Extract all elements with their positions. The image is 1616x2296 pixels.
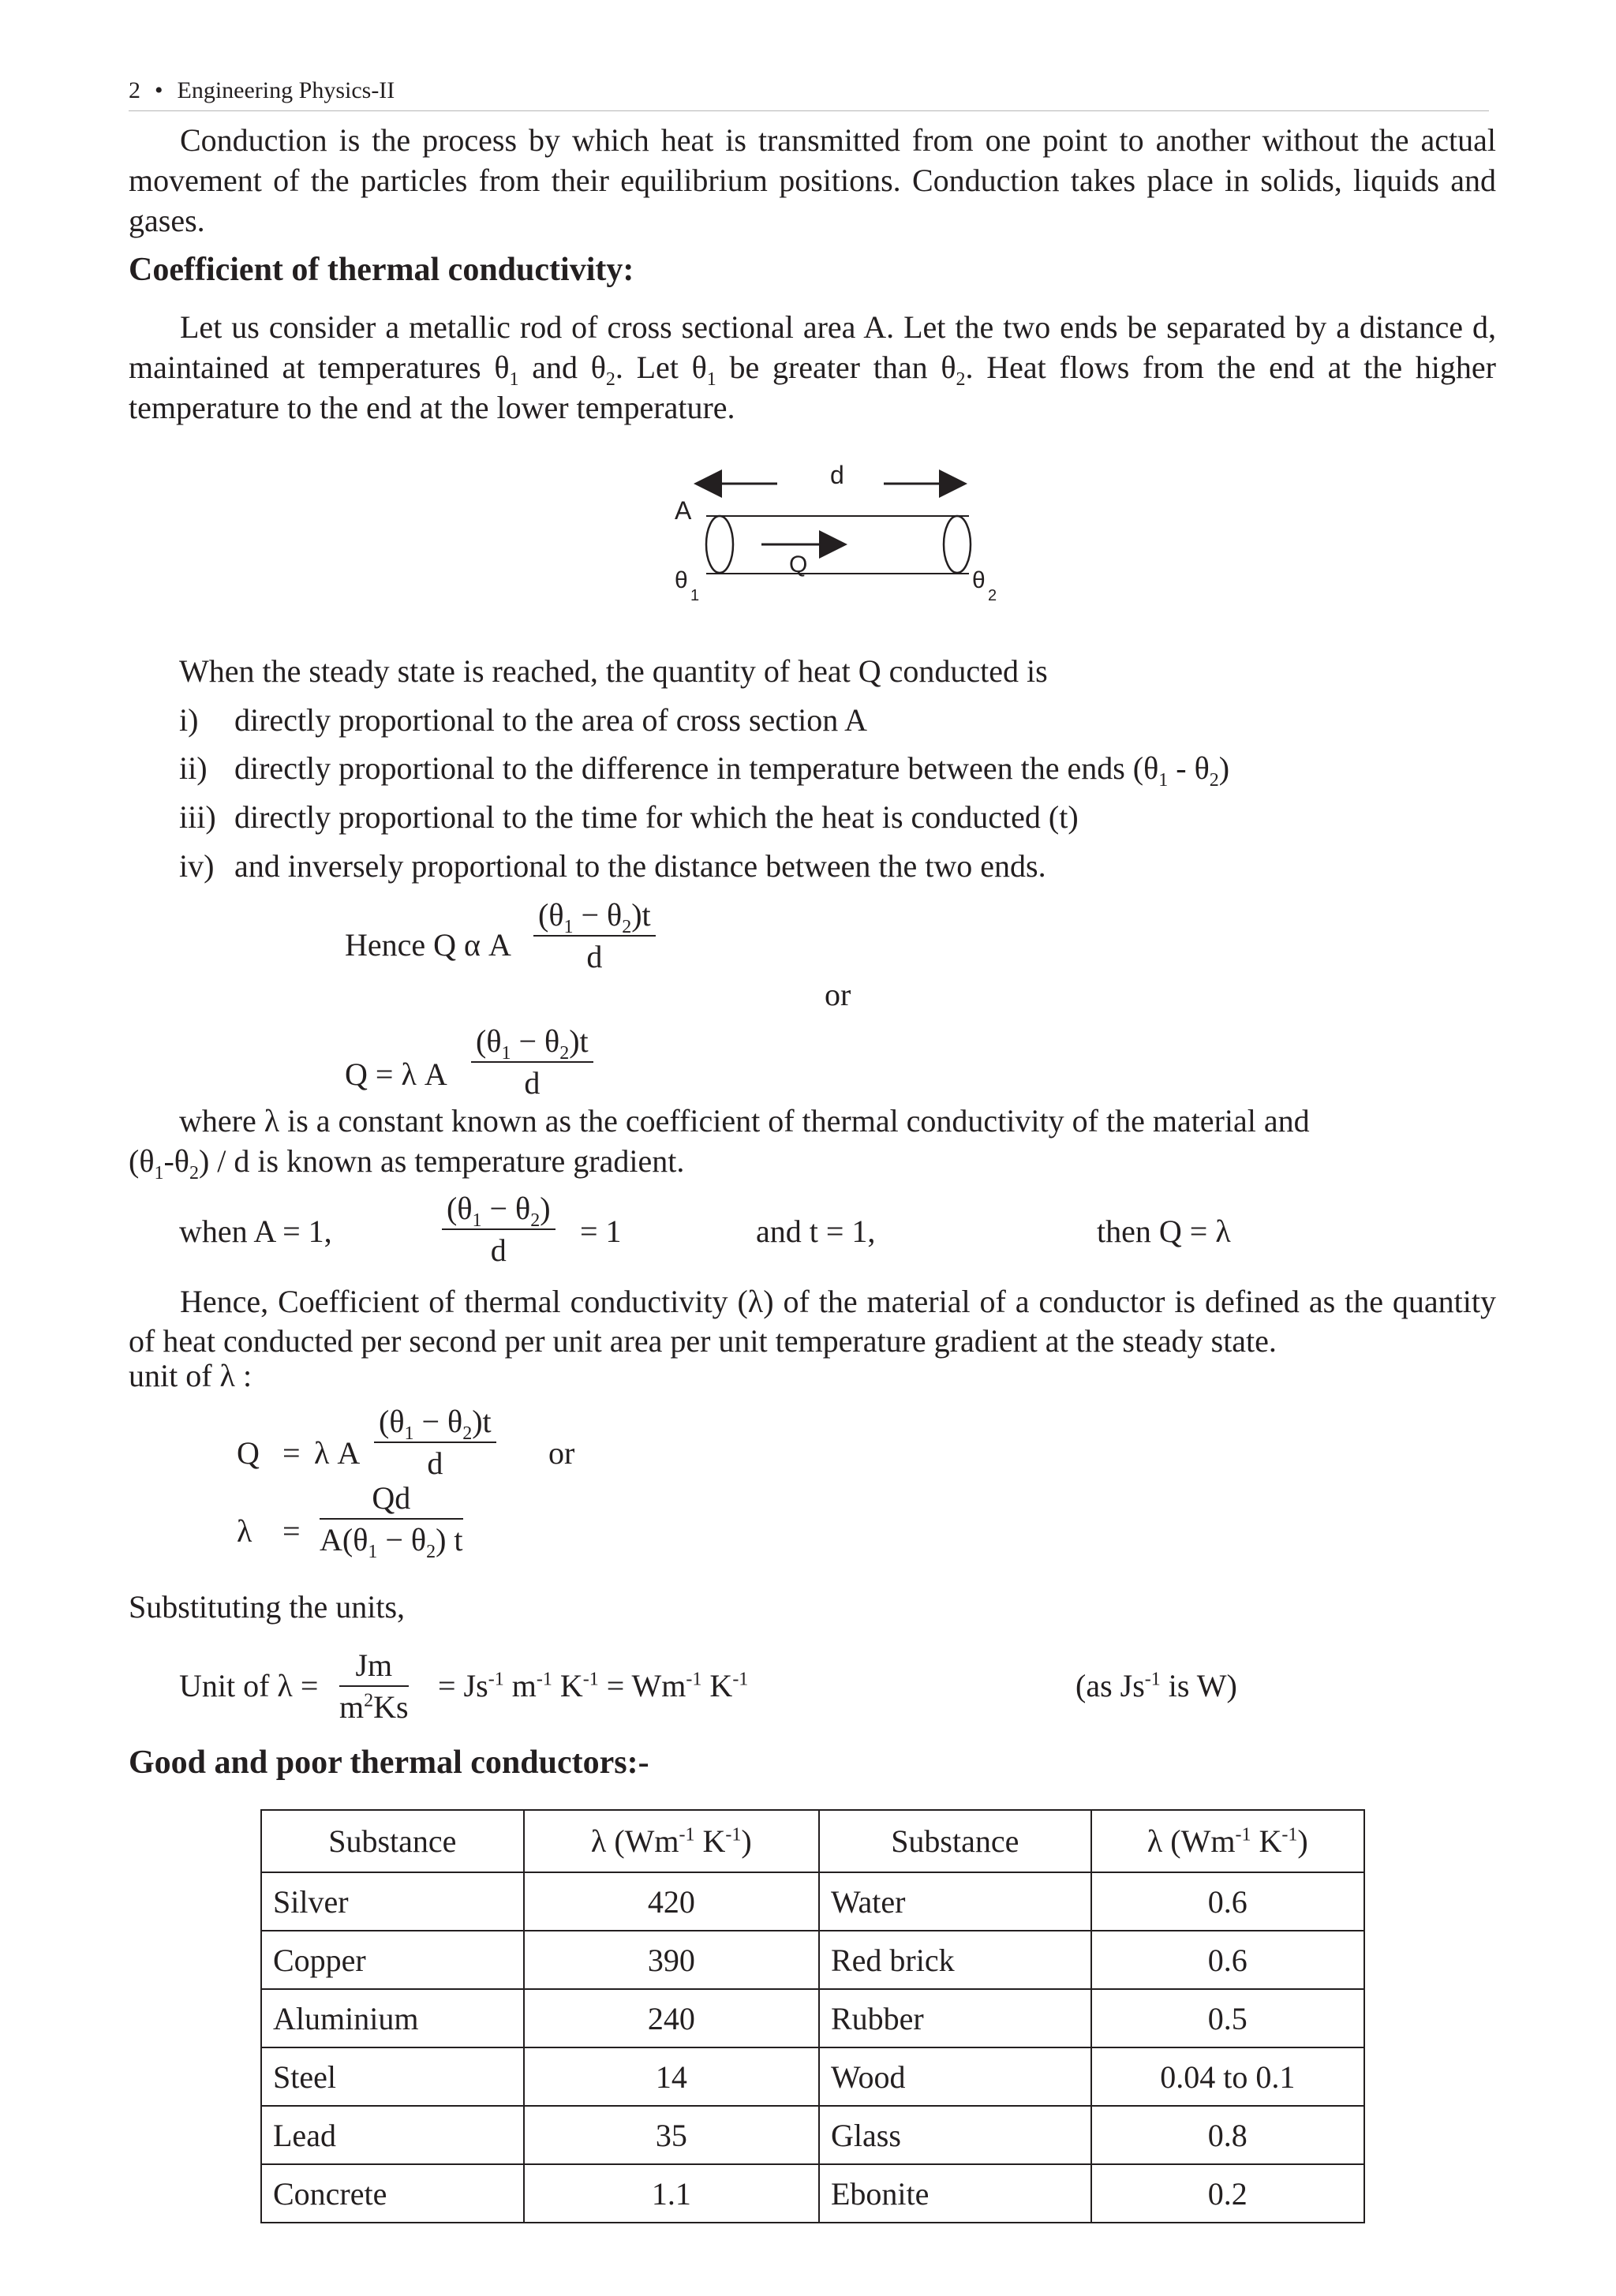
equation-proportionality-fraction: $(\theta_1 - \theta_2)t$ d (533, 896, 656, 975)
list-item: i) directly proportional to the area of cross section A (179, 702, 867, 738)
equation-conduction-left: Q = λ A (345, 1056, 447, 1092)
table-row (261, 2106, 1364, 2164)
eq3-lhs: Q (237, 1435, 260, 1471)
table-cell: Red brick (819, 1931, 1091, 1989)
table-cell: 240 (524, 1989, 819, 2047)
header-substance: Substance (819, 1810, 1091, 1872)
table-row (261, 1989, 1364, 2047)
table-cell: Glass (819, 2106, 1091, 2164)
rod-diagram (663, 462, 1010, 619)
conductivity-table (260, 1809, 1365, 2223)
table-cell: Rubber (819, 1989, 1091, 2047)
unit-eq-fraction: Jm $m^2Ks$ (339, 1647, 409, 1725)
where-lambda-text: where λ is a constant known as the coefficient of thermal conductivity of the material and (179, 1103, 1310, 1139)
unit-of-lambda-heading: unit of λ : (129, 1358, 252, 1393)
running-header (129, 77, 1489, 111)
table-cell: 0.5 (1091, 1989, 1364, 2047)
gradient-equals-one: = 1 (580, 1213, 622, 1249)
page-number: 2 (129, 77, 140, 103)
label-theta2-subscript: 2 (988, 587, 997, 604)
table-cell: Ebonite (819, 2164, 1091, 2223)
label-Q: Q (789, 552, 808, 578)
table-header-row (261, 1810, 1364, 1872)
table-cell: Copper (261, 1931, 524, 1989)
table-cell: Wood (819, 2047, 1091, 2106)
intro-paragraph: Conduction is the process by which heat is transmitted from one point to another without the actual movement of the particles from their equilibrium positions. Conduction takes place in solids, liquids and gases. (129, 122, 1496, 238)
definition-paragraph: Hence, Coefficient of thermal conductivity (λ) of the material of a conductor is defined as the quantity of heat conducted per second per unit area per unit temperature gradient at the steady state. (129, 1284, 1496, 1359)
table-row (261, 2164, 1364, 2223)
substituting-text: Substituting the units, (129, 1589, 406, 1625)
unit-eq-left: Unit of λ = (179, 1668, 319, 1703)
gradient-fraction: $(\theta_1 - \theta_2)$ d (442, 1190, 556, 1269)
table-cell: 0.8 (1091, 2106, 1364, 2164)
table-cell: 0.6 (1091, 1872, 1364, 1931)
table-cell: 0.2 (1091, 2164, 1364, 2223)
label-theta2: θ (972, 567, 986, 593)
time-equals-one: and t = 1, (756, 1213, 876, 1249)
book-title: Engineering Physics-II (177, 77, 395, 103)
or-text: or (825, 977, 851, 1012)
section-heading-conductors: Good and poor thermal conductors:- (129, 1744, 649, 1781)
table-row (261, 1931, 1364, 1989)
section-heading-thermal-conductivity: Coefficient of thermal conductivity: (129, 252, 634, 288)
table-cell: Concrete (261, 2164, 524, 2223)
table-cell: 0.6 (1091, 1931, 1364, 1989)
header-lambda: λ ($Wm^{-1}$ $K^{-1}$) (1091, 1810, 1364, 1872)
label-theta1: θ (675, 567, 688, 593)
label-d: d (830, 462, 844, 489)
rod-description-paragraph: Let us consider a metallic rod of cross sectional area A. Let the two ends be separated by a distance d, maintained at temperatures $\theta_1$ and $\theta_2$. Let $\theta_1$ be greater than $\theta_2$. Heat flows from the end at the higher temperature to the end at the lower temperature. (129, 309, 1496, 425)
list-item: ii) directly proportional to the difference in temperature between the ends $(\theta_1 - \theta_2)$ (179, 750, 1230, 791)
table-cell: Lead (261, 2106, 524, 2164)
then-q-equals-lambda: then Q = λ (1097, 1213, 1231, 1249)
table-cell: Water (819, 1872, 1091, 1931)
eq3-fraction: $(\theta_1 - \theta_2)t$ d (374, 1403, 496, 1482)
label-A: A (675, 496, 692, 525)
rod-end-face-right (944, 516, 971, 573)
eq3-rhs: λ A (314, 1435, 361, 1471)
temperature-gradient-text: $(\theta_1-\theta_2)$ / d is known as temperature gradient. (129, 1143, 685, 1184)
eq4-equals: = (282, 1513, 301, 1549)
steady-state-intro: When the steady state is reached, the quantity of heat Q conducted is (179, 653, 1048, 689)
table-cell: 1.1 (524, 2164, 819, 2223)
table-cell: 35 (524, 2106, 819, 2164)
table-cell: 14 (524, 2047, 819, 2106)
rod-end-face-left (706, 516, 733, 573)
header-substance: Substance (261, 1810, 524, 1872)
equation-conduction-fraction: $(\theta_1 - \theta_2)t$ d (471, 1023, 593, 1101)
eq3-or: or (548, 1435, 575, 1471)
when-area-one: when A = 1, (179, 1213, 332, 1249)
eq3-equals: = (282, 1435, 301, 1471)
table-row (261, 1872, 1364, 1931)
table-cell: Aluminium (261, 1989, 524, 2047)
unit-eq-result: = $Js^{-1}$ $m^{-1}$ $K^{-1} = Wm^{-1}$ $K^{-1}$ (438, 1668, 749, 1703)
table-row (261, 2047, 1364, 2106)
header-lambda: λ ($Wm^{-1}$ $K^{-1}$) (524, 1810, 819, 1872)
header-separator: • (155, 77, 163, 103)
list-item: iii) directly proportional to the time for which the heat is conducted (t) (179, 799, 1079, 835)
list-item: iv) and inversely proportional to the distance between the two ends. (179, 848, 1046, 884)
unit-eq-note: (as $Js^{-1}$ is W) (1075, 1668, 1237, 1703)
table-cell: Silver (261, 1872, 524, 1931)
table-cell: 420 (524, 1872, 819, 1931)
label-theta1-subscript: 1 (690, 587, 700, 604)
table-cell: 0.04 to 0.1 (1091, 2047, 1364, 2106)
equation-proportionality-left: Hence Q α A (345, 927, 511, 963)
eq4-lhs: λ (237, 1513, 252, 1549)
eq4-fraction: Qd $A(\theta_1 - \theta_2)$ t (320, 1480, 463, 1562)
table-cell: 390 (524, 1931, 819, 1989)
table-cell: Steel (261, 2047, 524, 2106)
